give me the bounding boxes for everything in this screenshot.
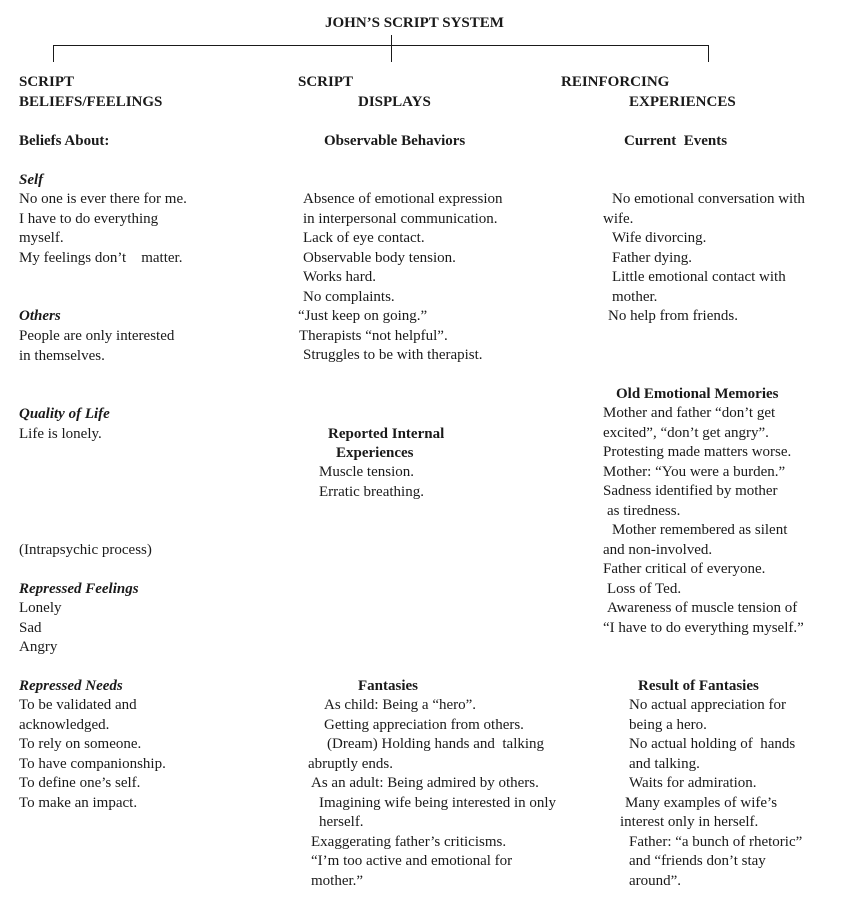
fantasy-line: abruptly ends. [308, 755, 393, 772]
experiences-subheading: Current Events [624, 133, 728, 149]
bracket-horizontal-line [53, 45, 709, 46]
result-line: Father: “a bunch of rhetoric” [629, 833, 803, 850]
memory-line: Father critical of everyone. [603, 561, 766, 577]
others-beliefs-list [19, 327, 174, 366]
current-event-line: No help from friends. [608, 308, 738, 324]
repressed-needs-list [19, 696, 166, 813]
repressed-needs-label: Repressed Needs [19, 678, 123, 694]
diagram-title: JOHN’S SCRIPT SYSTEM [325, 15, 504, 31]
self-belief-line: My feelings don’t matter. [19, 249, 183, 266]
others-label: Others [19, 308, 61, 324]
behavior-line: Absence of emotional expression [303, 191, 503, 207]
memory-line: Mother and father “don’t get [603, 405, 776, 421]
fantasy-line: As an adult: Being admired by others. [311, 775, 539, 791]
result-line: interest only in herself. [620, 814, 759, 830]
beliefs-heading-line2: BELIEFS/FEELINGS [19, 94, 163, 110]
self-label: Self [19, 172, 44, 188]
bracket-center-tick [391, 35, 392, 62]
memory-line: and non-involved. [603, 541, 713, 558]
internal-experiences-list [319, 463, 424, 502]
need-item: To be validated and [19, 697, 137, 713]
behavior-line: Struggles to be with therapist. [303, 347, 483, 363]
fantasy-line: As child: Being a “hero”. [324, 697, 477, 713]
intrapsychic-label: (Intrapsychic process) [19, 542, 152, 558]
current-event-line: Wife divorcing. [612, 230, 707, 246]
fantasy-line: (Dream) Holding hands and talking [327, 736, 545, 752]
current-events-list [603, 190, 805, 327]
experiences-heading-line1: REINFORCING [561, 74, 670, 90]
quality-of-life-label: Quality of Life [19, 406, 110, 422]
behavior-line: Therapists “not helpful”. [299, 327, 448, 344]
need-item: acknowledged. [19, 716, 110, 733]
memory-line: Sadness identified by mother [603, 483, 778, 499]
result-line: Many examples of wife’s [625, 794, 778, 811]
self-belief-line: No one is ever there for me. [19, 191, 187, 207]
current-event-line: Father dying. [612, 249, 692, 266]
internal-experience-line: Erratic breathing. [319, 483, 424, 500]
current-event-line: mother. [612, 288, 658, 305]
behavior-line: Works hard. [303, 269, 376, 285]
beliefs-heading-line1: SCRIPT [19, 74, 75, 90]
result-line: Waits for admiration. [629, 775, 757, 791]
behavior-line: in interpersonal communication. [303, 210, 498, 227]
displays-heading-line2: DISPLAYS [358, 94, 431, 110]
feeling-item: Sad [19, 619, 42, 636]
feeling-item: Lonely [19, 600, 62, 616]
fantasy-line: “I’m too active and emotional for [311, 853, 513, 869]
fantasies-label: Fantasies [358, 678, 418, 694]
displays-subheading: Observable Behaviors [324, 133, 466, 149]
self-belief-line: I have to do everything [19, 210, 159, 227]
bracket-left-tick [53, 45, 54, 62]
result-line: around”. [629, 872, 682, 889]
memory-line: Protesting made matters worse. [603, 444, 792, 460]
need-item: To rely on someone. [19, 736, 142, 752]
current-event-line: Little emotional contact with [612, 269, 786, 285]
memory-line: excited”, “don’t get angry”. [603, 424, 769, 441]
result-of-fantasies-label: Result of Fantasies [638, 678, 759, 694]
observable-behaviors-list [298, 190, 503, 366]
displays-heading-line1: SCRIPT [298, 74, 354, 90]
repressed-feelings-label: Repressed Feelings [19, 581, 139, 597]
result-line: No actual appreciation for [629, 697, 787, 713]
behavior-line: “Just keep on going.” [298, 308, 428, 324]
bracket-right-tick [708, 45, 709, 62]
behavior-line: No complaints. [303, 288, 395, 305]
fantasy-line: Imagining wife being interested in only [319, 794, 557, 811]
result-line: No actual holding of hands [629, 736, 796, 752]
self-belief-line: myself. [19, 230, 64, 246]
feeling-item: Angry [19, 639, 58, 655]
fantasy-line: mother.” [311, 872, 364, 889]
fantasies-list [308, 696, 556, 891]
others-belief-line: in themselves. [19, 347, 105, 364]
self-beliefs-list [19, 190, 187, 268]
need-item: To have companionship. [19, 755, 166, 772]
fantasy-line: herself. [319, 814, 364, 830]
result-line: and “friends don’t stay [629, 853, 766, 869]
memory-line: as tiredness. [607, 502, 681, 519]
old-memories-list [603, 404, 804, 638]
quality-of-life-line: Life is lonely. [19, 426, 102, 442]
need-item: To define one’s self. [19, 775, 141, 791]
behavior-line: Lack of eye contact. [303, 230, 425, 246]
result-line: and talking. [629, 755, 700, 772]
experiences-heading-line2: EXPERIENCES [629, 94, 736, 110]
memory-line: Loss of Ted. [607, 580, 682, 597]
behavior-line: Observable body tension. [303, 249, 456, 266]
beliefs-subheading: Beliefs About: [19, 133, 110, 149]
memory-line: “I have to do everything myself.” [603, 619, 804, 636]
old-memories-label: Old Emotional Memories [616, 386, 779, 402]
current-event-line: No emotional conversation with [612, 191, 805, 207]
repressed-feelings-list [19, 599, 62, 658]
need-item: To make an impact. [19, 794, 138, 811]
memory-line: Mother remembered as silent [612, 522, 788, 538]
fantasy-line: Getting appreciation from others. [324, 716, 524, 733]
internal-experiences-label-line1: Reported Internal [328, 426, 445, 442]
memory-line: Awareness of muscle tension of [607, 600, 798, 616]
result-line: being a hero. [629, 716, 707, 733]
memory-line: Mother: “You were a burden.” [603, 463, 786, 480]
internal-experience-line: Muscle tension. [319, 464, 414, 480]
result-of-fantasies-list [620, 696, 802, 891]
others-belief-line: People are only interested [19, 328, 175, 344]
internal-experiences-label-line2: Experiences [336, 445, 414, 461]
current-event-line: wife. [603, 210, 634, 227]
fantasy-line: Exaggerating father’s criticisms. [311, 833, 507, 850]
